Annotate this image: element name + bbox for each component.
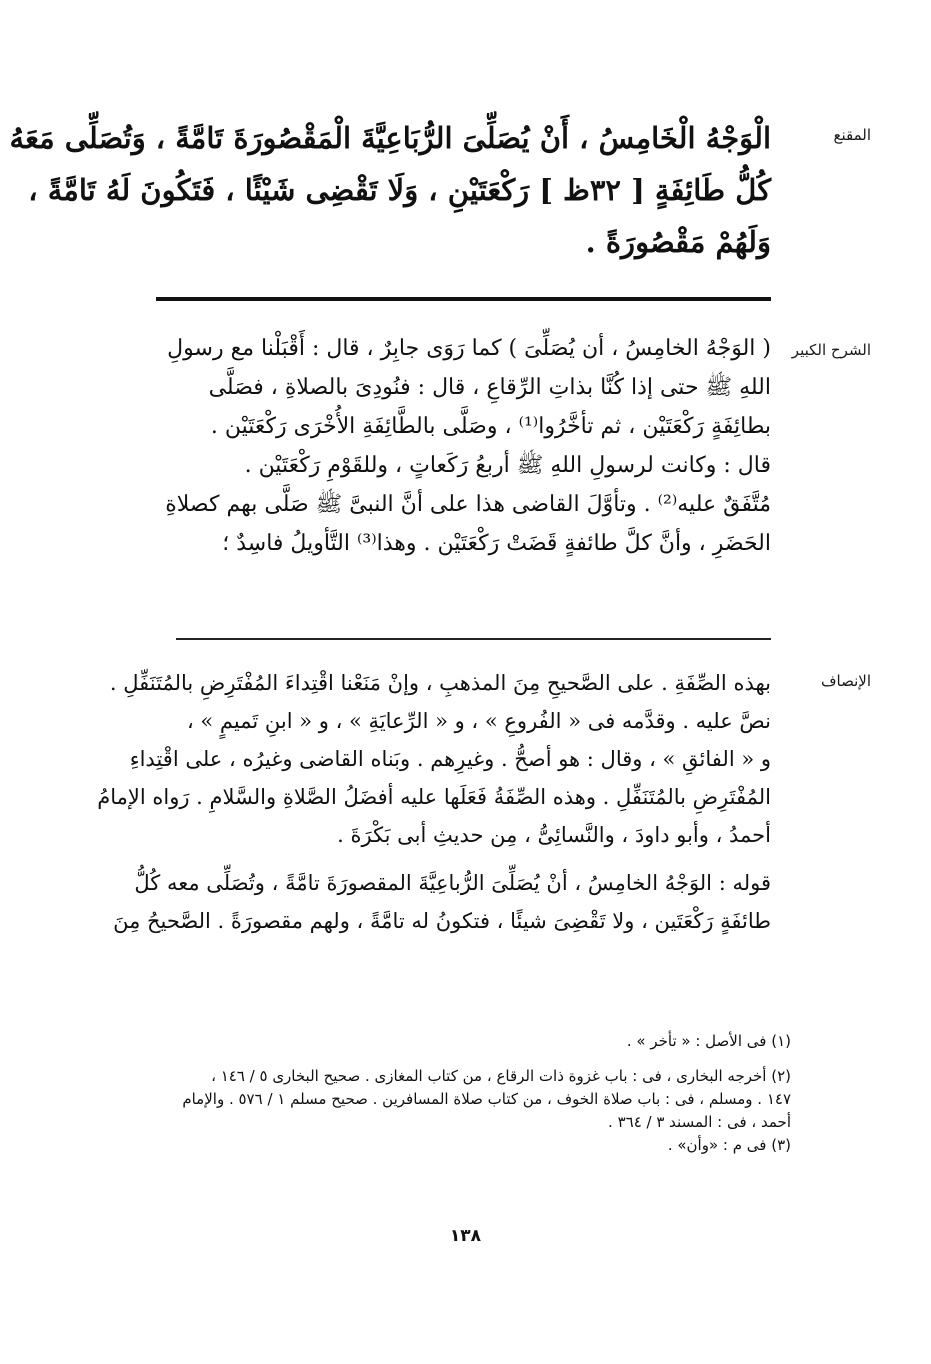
sharh-line: الحَضَرِ ، وأنَّ كلَّ طائفةٍ قَضَتْ رَكْعَتَيْن . وهذا⁽³⁾ التَّأويلُ فاسِدٌ ؛	[222, 531, 771, 556]
insaf-text	[97, 664, 771, 940]
muqni-label: المقنع	[833, 126, 871, 144]
insaf-line: نصَّ عليه . وقدَّمه فى « الفُروعِ » ، و « الرِّعايَةِ » ، و « ابنِ تَميمٍ » ،	[186, 709, 771, 733]
muqni-line: كُلُّ طَائِفَةٍ [ ٣٢ظ ] رَكْعَتَيْنِ ، وَلَا تَقْضِى شَيْئًا ، فَتَكُونَ لَهُ تَامَّةً ،	[28, 173, 771, 207]
insaf-line: طائفَةٍ رَكْعَتَين ، ولا تَقْضِىَ شيئًا ، فتكونُ له تامَّةً ، ولهم مقصورَةً . الصَّحيحُ مِنَ	[113, 909, 771, 933]
sharh-text	[106, 329, 771, 563]
insaf-line: و « الفائقِ » ، وقال : هو أصحُّ . وغيرِهم . وبَناه القاضى وغيرُه ، على اقْتِداءِ	[129, 747, 771, 771]
muqni-line: الْوَجْهُ الْخَامِسُ ، أَنْ يُصَلِّىَ الرُّبَاعِيَّةَ الْمَقْصُورَةَ تَامَّةً ، وَتُصَلِّى مَعَهُ	[9, 121, 771, 155]
footnotes	[111, 1030, 791, 1157]
page-number: ١٣٨	[449, 1226, 482, 1246]
muqni-section	[0, 112, 931, 282]
sharh-line: مُتَّفَقٌ عليه⁽²⁾ . وتأوَّلَ القاضى هذا على أنَّ النبىَّ ﷺ صَلَّى بهم كصلاةِ	[165, 492, 771, 517]
sharh-label: الشرح الكبير	[791, 341, 871, 359]
sharh-line: بطائِفَةٍ رَكْعَتَيْن ، ثم تأخَّرُوا⁽¹⁾ ، وصَلَّى بالطَّائِفَةِ الأُخْرَى رَكْعَتَيْن .	[210, 414, 771, 439]
footnote-1: (١) فى الأصل : « تأخر » .	[626, 1032, 791, 1050]
insaf-line: أحمدُ ، وأبو داودَ ، والنَّسائِىُّ ، مِن حديثِ أبى بَكْرَةَ .	[337, 823, 771, 847]
insaf-line: قوله : الوَجْهُ الخامِسُ ، أنْ يُصَلِّىَ الرُّباعِيَّةَ المقصورَةَ تامَّةً ، وتُصَلِّى معه كُلُّ	[134, 871, 771, 895]
footnote-3: (٣) فى م : «وأن» .	[667, 1136, 791, 1154]
insaf-section	[0, 664, 931, 994]
insaf-line: المُفْتَرِضِ بالمُتَنَفِّلِ . وهذه الصِّفَةُ فَعَلَها عليه أفضَلُ الصَّلاةِ والسَّلامِ . رَواه الإمامُ	[97, 785, 771, 809]
muqni-line: وَلَهُمْ مَقْصُورَةً .	[585, 225, 771, 259]
footnote-2: (٢) أخرجه البخارى ، فى : باب غزوة ذات الرقاع ، من كتاب المغازى . صحيح البخارى ٥ / ١٤٦ ،	[211, 1067, 791, 1085]
sharh-line: قال : وكانت لرسولِ اللهِ ﷺ أربعُ رَكَعاتٍ ، وللقَوْمِ رَكْعَتَيْن .	[244, 453, 771, 478]
insaf-label: الإنصاف	[820, 672, 871, 690]
sharh-line: اللهِ ﷺ حتى إذا كُنَّا بذاتِ الرِّقاعِ ، قال : فنُودِىَ بالصلاةِ ، فصَلَّى	[208, 375, 771, 400]
muqni-text	[9, 112, 771, 268]
section-divider-thick	[156, 297, 771, 301]
sharh-section	[0, 329, 931, 629]
footnote-2-cont: أحمد ، فى : المسند ٣ / ٣٦٤ .	[608, 1113, 791, 1131]
sharh-line: ( الوَجْهُ الخامِسُ ، أن يُصَلِّىَ ) كما رَوَى جابِرٌ ، قال : أَقْبَلْنا مع رسولِ	[167, 336, 771, 361]
footnote-2-cont: ١٤٧ . ومسلم ، فى : باب صلاة الخوف ، من كتاب صلاة المسافرين . صحيح مسلم ١ / ٥٧٦ . والإمام	[182, 1090, 791, 1108]
insaf-line: بهذه الصِّفَةِ . على الصَّحيحِ مِنَ المذهبِ ، وإنْ مَنَعْنا اقْتِداءَ المُفْتَرِضِ بالمُتَنَفِّلِ .	[109, 671, 771, 695]
section-divider-thin	[176, 638, 771, 640]
